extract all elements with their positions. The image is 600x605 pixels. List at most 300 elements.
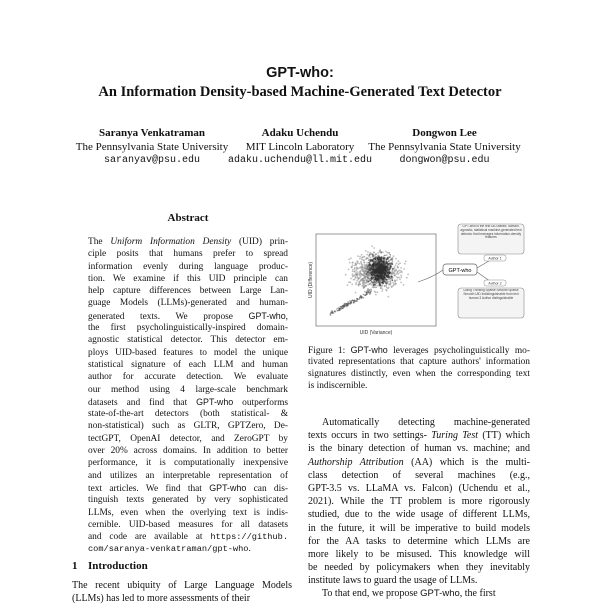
scatter-point xyxy=(375,277,377,279)
scatter-point xyxy=(370,291,372,293)
scatter-point xyxy=(385,269,387,271)
scatter-point xyxy=(382,275,384,277)
text-line: LLMs, even when the overlying text is indis- xyxy=(88,507,288,519)
scatter-point xyxy=(352,300,354,302)
scatter-point xyxy=(374,258,376,260)
scatter-point xyxy=(379,282,381,284)
scatter-point xyxy=(382,288,384,290)
scatter-point xyxy=(379,263,381,265)
scatter-point xyxy=(361,266,363,268)
scatter-point xyxy=(381,256,383,258)
scatter-point xyxy=(378,266,380,268)
scatter-point xyxy=(374,269,376,271)
scatter-point xyxy=(389,267,391,269)
scatter-point xyxy=(366,273,368,275)
scatter-point xyxy=(354,271,356,273)
scatter-point xyxy=(363,286,365,288)
scatter-point xyxy=(387,252,389,254)
scatter-point xyxy=(387,266,389,268)
text-line: ploys UID-based features to model the unique xyxy=(88,347,288,359)
scatter-point xyxy=(395,269,397,271)
intro-line: (LLMs) has led to more assessments of their xyxy=(72,593,292,605)
scatter-point xyxy=(382,252,384,254)
scatter-point xyxy=(355,292,357,294)
scatter-point xyxy=(384,275,386,277)
text-line: author for accurate detection. We evaluate xyxy=(88,371,288,383)
scatter-point xyxy=(360,270,362,272)
scatter-point xyxy=(356,300,358,302)
scatter-point xyxy=(400,276,402,278)
scatter-point xyxy=(373,247,375,249)
scatter-point xyxy=(388,256,390,258)
scatter-point xyxy=(369,272,371,274)
scatter-point xyxy=(376,269,378,271)
scatter-point xyxy=(375,279,377,281)
scatter-point xyxy=(383,260,385,262)
scatter-point xyxy=(391,276,393,278)
scatter-point xyxy=(363,275,365,277)
scatter-point xyxy=(365,294,367,296)
author-email: adaku.uchendu@ll.mit.edu xyxy=(225,154,375,168)
scatter-point xyxy=(385,285,387,287)
scatter-point xyxy=(371,281,373,283)
text-line: is the binary detection of human vs. machine; and xyxy=(308,442,530,455)
scatter-point xyxy=(371,266,373,268)
scatter-point xyxy=(364,291,366,293)
scatter-point xyxy=(347,301,349,303)
scatter-point xyxy=(366,257,368,259)
scatter-point xyxy=(387,258,389,260)
scatter-point xyxy=(360,273,362,275)
scatter-point xyxy=(368,281,370,283)
scatter-point xyxy=(356,280,358,282)
scatter-point xyxy=(348,269,350,271)
scatter-point xyxy=(352,271,354,273)
scatter-point xyxy=(385,289,387,291)
scatter-point xyxy=(366,262,368,264)
author-affiliation: The Pennsylvania State University xyxy=(352,141,537,155)
scatter-point xyxy=(392,268,394,270)
intro-right-text xyxy=(308,416,530,601)
scatter-point xyxy=(397,277,399,279)
scatter-point xyxy=(373,262,375,264)
scatter-point xyxy=(367,266,369,268)
scatter-point xyxy=(379,257,381,259)
text-line: guage Models (LLMs)-generated and human- xyxy=(88,297,288,309)
scatter-point xyxy=(387,265,389,267)
scatter-point xyxy=(359,258,361,260)
scatter-point xyxy=(369,283,371,285)
scatter-point xyxy=(373,284,375,286)
scatter-point xyxy=(351,284,353,286)
text-line: Figure 1: GPT-who leverages psycholinguistically mo- xyxy=(308,344,530,356)
scatter-point xyxy=(368,256,370,258)
scatter-point xyxy=(377,291,379,293)
text-line: help capture differences between Large Lan- xyxy=(88,285,288,297)
text-line: To that end, we propose GPT-who, the first xyxy=(308,587,530,600)
scatter-point xyxy=(347,284,349,286)
scatter-point xyxy=(403,284,405,286)
scatter-point xyxy=(388,260,390,262)
abstract-heading: Abstract xyxy=(88,212,288,224)
scatter-point xyxy=(384,264,386,266)
scatter-point xyxy=(379,272,381,274)
scatter-point xyxy=(367,288,369,290)
scatter-point xyxy=(358,263,360,265)
scatter-point xyxy=(381,290,383,292)
scatter-point xyxy=(357,298,359,300)
scatter-point xyxy=(396,279,398,281)
intro-line: The recent ubiquity of Large Language Models xyxy=(72,580,292,593)
text-line: text articles. We find that GPT-who can dis- xyxy=(88,482,288,494)
text-line: cernible. UID-based measures for all datasets xyxy=(88,519,288,531)
scatter-point xyxy=(356,267,358,269)
text-line: class detection of several machines (e.g., xyxy=(308,469,530,482)
scatter-point xyxy=(383,258,385,260)
author-block-3 xyxy=(352,127,537,168)
text-line: is indiscernible. xyxy=(308,380,530,392)
scatter-point xyxy=(355,264,357,266)
scatter-point xyxy=(398,260,400,262)
scatter-point xyxy=(395,258,397,260)
intro-left-text xyxy=(72,580,292,605)
scatter-point xyxy=(357,261,359,263)
scatter-point xyxy=(361,259,363,261)
author-affiliation: MIT Lincoln Laboratory xyxy=(225,141,375,155)
scatter-point xyxy=(354,299,356,301)
scatter-point xyxy=(381,281,383,283)
scatter-point xyxy=(392,282,394,284)
scatter-point xyxy=(381,276,383,278)
text-line: our method using 4 large-scale benchmark xyxy=(88,384,288,396)
scatter-point xyxy=(360,279,362,281)
scatter-point xyxy=(375,292,377,294)
scatter-point xyxy=(359,283,361,285)
scatter-point xyxy=(380,265,382,267)
scatter-point xyxy=(352,269,354,271)
scatter-point xyxy=(365,277,367,279)
scatter-point xyxy=(364,272,366,274)
text-line: com/saranya-venkatraman/gpt-who. xyxy=(88,543,288,555)
scatter-point xyxy=(394,279,396,281)
scatter-point xyxy=(384,255,386,257)
scatter-point xyxy=(364,262,366,264)
text-line: GPT-3.5 vs. LLaMA vs. Falcon) (Uchendu et al., xyxy=(308,482,530,495)
scatter-point xyxy=(399,278,401,280)
scatter-point xyxy=(379,268,381,270)
scatter-point xyxy=(383,268,385,270)
scatter-point xyxy=(355,274,357,276)
scatter-point xyxy=(388,279,390,281)
scatter-point xyxy=(373,251,375,253)
scatter-point xyxy=(367,291,369,293)
scatter-point xyxy=(357,277,359,279)
scatter-point xyxy=(390,265,392,267)
text-line: tivated representations that capture authors' information xyxy=(308,356,530,368)
scatter-point xyxy=(375,267,377,269)
paper-title-line1: GPT-who: xyxy=(0,65,600,81)
scatter-point xyxy=(367,271,369,273)
scatter-point xyxy=(330,313,332,315)
scatter-point xyxy=(393,268,395,270)
scatter-point xyxy=(391,273,393,275)
scatter-point xyxy=(374,255,376,257)
scatter-point xyxy=(386,286,388,288)
scatter-point xyxy=(374,274,376,276)
scatter-point xyxy=(394,266,396,268)
scatter-point xyxy=(360,261,362,263)
author-email: saranyav@psu.edu xyxy=(62,154,242,168)
scatter-point xyxy=(386,275,388,277)
text-line: non-statistical) such as GLTR, GPTZero, De- xyxy=(88,420,288,432)
text-line: datasets and find that GPT-who outperforms xyxy=(88,396,288,408)
scatter-point xyxy=(400,282,402,284)
text-line: performance, it is computationally inexpensive xyxy=(88,457,288,469)
scatter-point xyxy=(389,263,391,265)
scatter-point xyxy=(374,279,376,281)
text-line: state-of-the-art detectors (both statistical- & xyxy=(88,408,288,420)
scatter-point xyxy=(381,263,383,265)
scatter-point xyxy=(365,285,367,287)
scatter-point xyxy=(362,270,364,272)
scatter-point xyxy=(378,280,380,282)
scatter-point xyxy=(389,273,391,275)
scatter-point xyxy=(383,255,385,257)
scatter-point xyxy=(370,289,372,291)
scatter-point xyxy=(387,269,389,271)
scatter-point xyxy=(372,255,374,257)
scatter-point xyxy=(375,284,377,286)
scatter-point xyxy=(400,267,402,269)
scatter-point xyxy=(355,283,357,285)
scatter-point xyxy=(386,283,388,285)
scatter-point xyxy=(376,286,378,288)
scatter-point xyxy=(375,264,377,266)
gpt-who-node-label: GPT-who xyxy=(449,268,472,274)
scatter-point xyxy=(377,271,379,273)
scatter-point xyxy=(400,275,402,277)
scatter-point xyxy=(375,282,377,284)
scatter-point xyxy=(363,259,365,261)
scatter-point xyxy=(392,280,394,282)
scatter-point xyxy=(352,262,354,264)
scatter-point xyxy=(369,269,371,271)
text-line: tion. We examine if this UID principle can xyxy=(88,273,288,285)
scatter-point xyxy=(336,308,338,310)
scatter-point xyxy=(365,270,367,272)
scatter-point xyxy=(358,267,360,269)
text-line: and code are available at https://github. xyxy=(88,531,288,543)
scatter-point xyxy=(377,252,379,254)
author-email: dongwon@psu.edu xyxy=(352,154,537,168)
scatter-point xyxy=(354,265,356,267)
figure-caption xyxy=(308,344,530,392)
scatter-point xyxy=(378,260,380,262)
scatter-point xyxy=(348,259,350,261)
scatter-point xyxy=(385,279,387,281)
scatter-point xyxy=(380,252,382,254)
scatter-point xyxy=(342,307,344,309)
scatter-point xyxy=(378,257,380,259)
text-line: information evenly during language produc- xyxy=(88,261,288,273)
text-line: Automatically detecting machine-generated xyxy=(308,416,530,429)
scatter-point xyxy=(351,266,353,268)
scatter-point xyxy=(359,277,361,279)
scatter-point xyxy=(380,287,382,289)
scatter-point xyxy=(334,310,336,312)
scatter-point xyxy=(361,254,363,256)
text-line: texts occurs in two settings- Turing Test (TT) which xyxy=(308,429,530,442)
scatter-point xyxy=(394,272,396,274)
scatter-point xyxy=(374,281,376,283)
scatter-point xyxy=(350,282,352,284)
scatter-point xyxy=(397,267,399,269)
scatter-point xyxy=(381,260,383,262)
info-box-top-text: GPT-who is the first UID-based, domain-agnostic, statistical machine-generated text detector that leverages information-density features xyxy=(460,225,522,240)
scatter-point xyxy=(384,277,386,279)
scatter-point xyxy=(371,245,373,247)
section-number: 1 xyxy=(72,560,88,572)
scatter-point xyxy=(363,297,365,299)
scatter-point xyxy=(399,272,401,274)
text-line: in the future, it will be imperative to build models xyxy=(308,522,530,535)
scatter-point xyxy=(388,271,390,273)
author2-label: Author 2 xyxy=(488,282,501,286)
scatter-point xyxy=(371,275,373,277)
author-name: Saranya Venkatraman xyxy=(62,127,242,141)
scatter-point xyxy=(373,277,375,279)
scatter-point xyxy=(350,300,352,302)
scatter-point xyxy=(369,293,371,295)
scatter-point xyxy=(388,284,390,286)
scatter-point xyxy=(377,275,379,277)
scatter-point xyxy=(378,261,380,263)
scatter-point xyxy=(385,251,387,253)
text-line: statistical signature of each LLM and human xyxy=(88,359,288,371)
scatter-point xyxy=(383,272,385,274)
scatter-point xyxy=(379,284,381,286)
text-line: more likely to be misused. This knowledge will xyxy=(308,548,530,561)
scatter-point xyxy=(352,264,354,266)
scatter-point xyxy=(350,257,352,259)
author-affiliation: The Pennsylvania State University xyxy=(62,141,242,155)
scatter-point xyxy=(387,296,389,298)
text-line: signatures distinctly, even when the corresponding text xyxy=(308,368,530,380)
scatter-point xyxy=(388,269,390,271)
scatter-point xyxy=(406,277,408,279)
scatter-point xyxy=(340,306,342,308)
scatter-point xyxy=(355,269,357,271)
scatter-point xyxy=(359,274,361,276)
scatter-point xyxy=(377,258,379,260)
scatter-point xyxy=(376,285,378,287)
scatter-point xyxy=(354,267,356,269)
text-line: institute laws to guard the usage of LLMs. xyxy=(308,574,530,587)
scatter-point xyxy=(398,263,400,265)
scatter-point xyxy=(373,260,375,262)
scatter-point xyxy=(382,278,384,280)
scatter-point xyxy=(345,274,347,276)
scatter-point xyxy=(352,275,354,277)
scatter-point xyxy=(352,273,354,275)
text-line: tinguish texts generated by very sophisticated xyxy=(88,494,288,506)
scatter-point xyxy=(396,273,398,275)
author-block-1 xyxy=(62,127,242,168)
scatter-point xyxy=(399,262,401,264)
scatter-point xyxy=(387,272,389,274)
text-line: 2021). While the TT problem is more rigorously xyxy=(308,495,530,508)
scatter-point xyxy=(362,282,364,284)
scatter-point xyxy=(404,263,406,265)
scatter-point xyxy=(354,279,356,281)
scatter-point xyxy=(382,266,384,268)
text-line: for the AA tasks to determine which LLMs are xyxy=(308,535,530,548)
scatter-point xyxy=(384,285,386,287)
text-line: the first psycholinguistically-inspired domain- xyxy=(88,322,288,334)
scatter-point xyxy=(361,297,363,299)
scatter-point xyxy=(359,256,361,258)
scatter-point xyxy=(365,282,367,284)
scatter-point xyxy=(337,310,339,312)
scatter-point xyxy=(350,303,352,305)
section-heading xyxy=(72,560,148,572)
x-axis-label: UID (Variance) xyxy=(360,330,393,336)
abstract-body xyxy=(88,236,288,556)
scatter-point xyxy=(365,250,367,252)
scatter-point xyxy=(398,273,400,275)
scatter-point xyxy=(394,274,396,276)
scatter-point xyxy=(398,270,400,272)
text-line: be needed by policymakers when they inevitably xyxy=(308,561,530,574)
scatter-point xyxy=(377,264,379,266)
scatter-point xyxy=(367,251,369,253)
scatter-point xyxy=(378,275,380,277)
scatter-point xyxy=(388,252,390,254)
scatter-point xyxy=(391,286,393,288)
author-name: Adaku Uchendu xyxy=(225,127,375,141)
scatter-point xyxy=(372,254,374,256)
scatter-point xyxy=(366,280,368,282)
scatter-point xyxy=(366,264,368,266)
text-line: over 20% across domains. In addition to better xyxy=(88,445,288,457)
paper-title-line2: An Information Density-based Machine-Generated Text Detector xyxy=(0,84,600,101)
scatter-point xyxy=(371,284,373,286)
text-line: and utilizes an interpretable representation of xyxy=(88,470,288,482)
scatter-point xyxy=(378,274,380,276)
scatter-point xyxy=(367,284,369,286)
scatter-point xyxy=(339,309,341,311)
scatter-point xyxy=(393,284,395,286)
scatter-point xyxy=(386,254,388,256)
scatter-point xyxy=(369,254,371,256)
scatter-point xyxy=(366,254,368,256)
text-line: tectGPT, OpenAI detector, and ZeroGPT by xyxy=(88,433,288,445)
scatter-point xyxy=(394,283,396,285)
scatter-point xyxy=(332,312,334,314)
scatter-point xyxy=(370,278,372,280)
scatter-point xyxy=(346,304,348,306)
text-line: agnostic statistical detector. This detector em- xyxy=(88,334,288,346)
scatter-point xyxy=(369,264,371,266)
scatter-point xyxy=(350,278,352,280)
scatter-point xyxy=(385,261,387,263)
scatter-point xyxy=(393,255,395,257)
scatter-point xyxy=(382,269,384,271)
scatter-point xyxy=(392,263,394,265)
section-title: Introduction xyxy=(88,560,148,572)
scatter-point xyxy=(392,261,394,263)
scatter-point xyxy=(385,272,387,274)
